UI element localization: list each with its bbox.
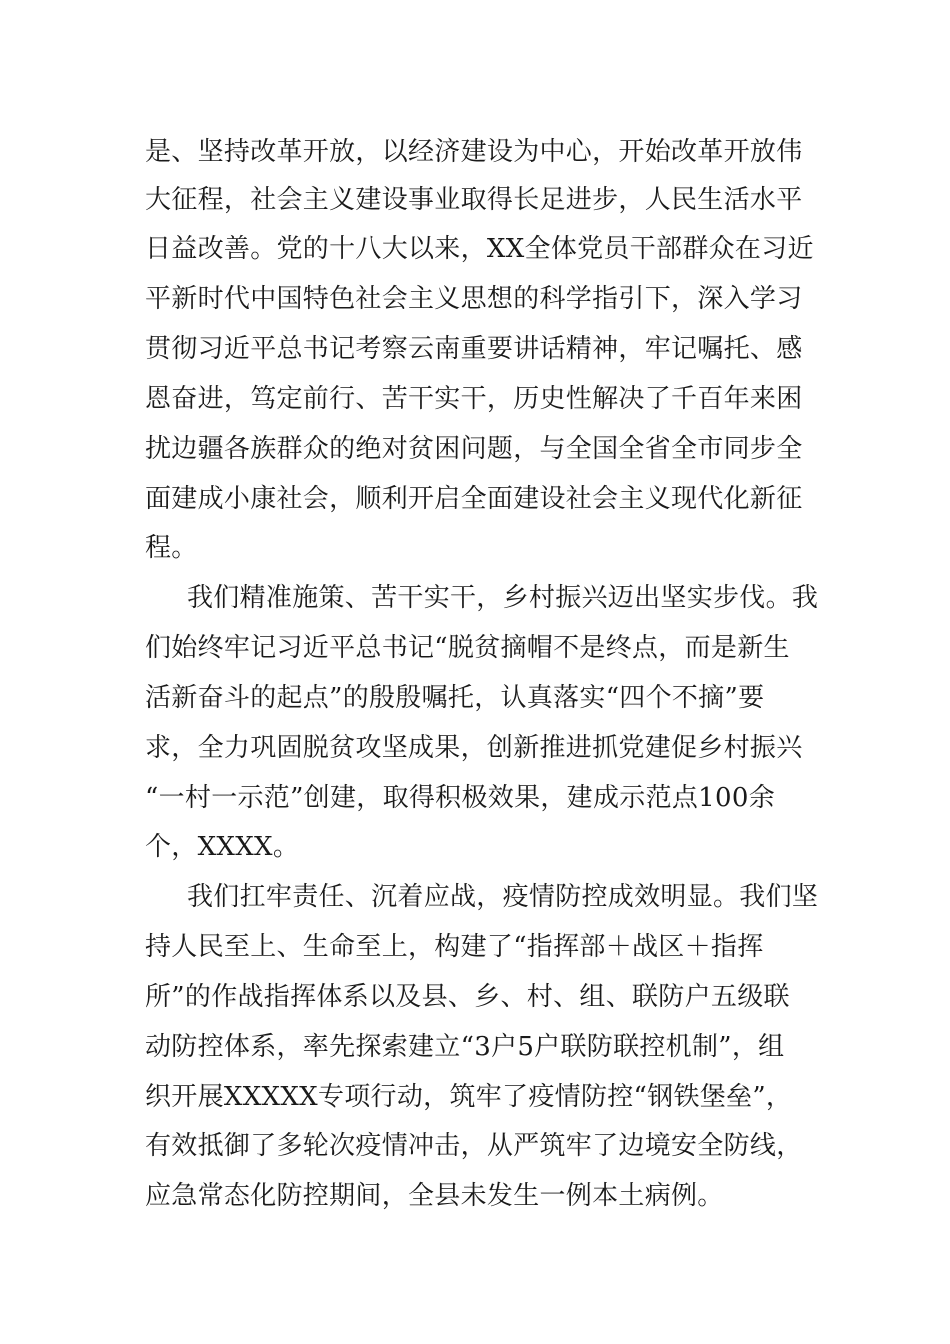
text-line: 贯彻习近平总书记考察云南重要讲话精神，牢记嘱托、感 [145,334,803,364]
text-line: 扰边疆各族群众的绝对贫困问题，与全国全省全市同步全 [145,434,803,464]
text-line: “一村一示范”创建，取得积极效果，建成示范点100余 [145,783,776,813]
text-line: 个，XXXX。 [145,832,300,862]
paragraph-first-line: 我们扛牢责任、沉着应战，疫情防控成效明显。我们坚 [187,882,819,912]
text-line: 活新奋斗的起点”的殷殷嘱托，认真落实“四个不摘”要 [145,683,765,713]
text-line: 们始终牢记习近平总书记“脱贫摘帽不是终点，而是新生 [145,633,790,663]
text-line: 面建成小康社会，顺利开启全面建设社会主义现代化新征 [145,484,803,514]
text-line: 织开展XXXXX专项行动，筑牢了疫情防控“钢铁堡垒”， [145,1082,793,1112]
text-line: 持人民至上、生命至上，构建了“指挥部＋战区＋指挥 [145,932,764,962]
text-line: 应急常态化防控期间，全县未发生一例本土病例。 [145,1181,724,1211]
text-line: 日益改善。党的十八大以来，XX全体党员干部群众在习近 [145,234,814,264]
paragraph-first-line: 我们精准施策、苦干实干，乡村振兴迈出坚实步伐。我 [187,583,819,613]
text-line: 是、坚持改革开放，以经济建设为中心，开始改革开放伟 [145,137,803,167]
text-line: 所”的作战指挥体系以及县、乡、村、组、联防户五级联 [145,982,790,1012]
text-line: 求，全力巩固脱贫攻坚成果，创新推进抓党建促乡村振兴 [145,733,803,763]
text-line: 动防控体系，率先探索建立“3户5户联防联控机制”，组 [145,1032,785,1062]
text-line: 平新时代中国特色社会主义思想的科学指引下，深入学习 [145,284,803,314]
text-line: 程。 [145,533,198,563]
text-line: 恩奋进，笃定前行、苦干实干，历史性解决了千百年来困 [145,384,803,414]
text-line: 有效抵御了多轮次疫情冲击，从严筑牢了边境安全防线， [145,1131,803,1161]
text-line: 大征程，社会主义建设事业取得长足进步，人民生活水平 [145,185,803,215]
